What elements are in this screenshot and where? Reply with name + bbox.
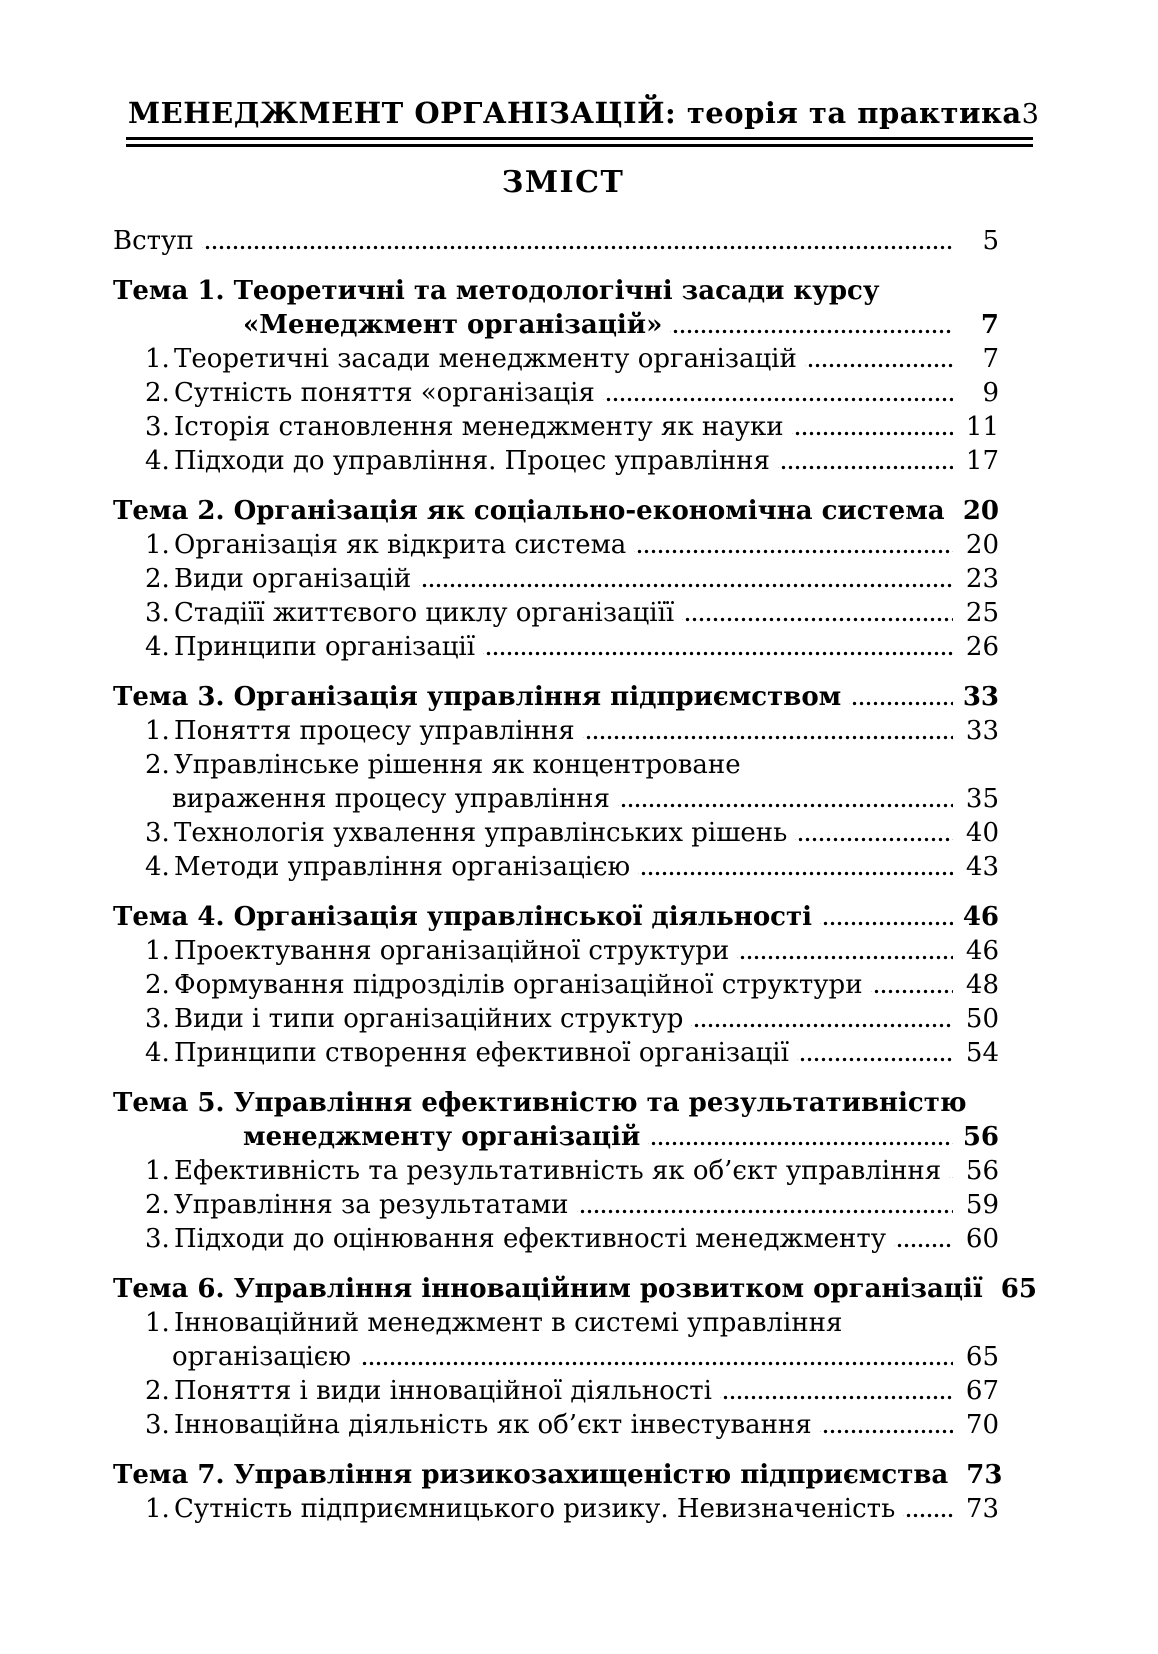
toc-row [113, 444, 999, 478]
entry-number: 2. [145, 750, 170, 780]
entry-page: 59 [965, 1190, 999, 1220]
entry-page: 33 [962, 682, 999, 712]
entry-title: організацією [172, 1342, 351, 1372]
entry-page: 25 [965, 598, 999, 628]
entry-page: 35 [965, 784, 999, 814]
entry-number: 2. [145, 378, 170, 408]
entry-title: Проектування організаційної структури [174, 936, 730, 966]
entry-number: 2. [145, 564, 170, 594]
toc-row [113, 782, 999, 816]
entry-title: Тема 3. Організація управління підприємством [113, 682, 842, 712]
toc-row [113, 1374, 999, 1408]
entry-title: Ефективність та результативність як об’єкт управління [174, 1156, 942, 1186]
entry-title: Інноваційна діяльність як об’єкт інвестування [174, 1410, 812, 1440]
entry-title: Методи управління організацією [174, 852, 631, 882]
entry-number: 2. [145, 1376, 170, 1406]
entry-page: 20 [965, 530, 999, 560]
toc-row [113, 1120, 999, 1154]
entry-page: 73 [966, 1460, 1003, 1490]
entry-title: Підходи до оцінювання ефективності менеджменту [174, 1224, 887, 1254]
entry-title: Управління за результатами [174, 1190, 569, 1220]
toc-row [113, 1306, 999, 1340]
table-of-contents [113, 224, 1037, 1526]
entry-number: 1. [145, 716, 170, 746]
entry-page: 46 [965, 936, 999, 966]
entry-number: 3. [145, 1224, 170, 1254]
book-title: МЕНЕДЖМЕНТ ОРГАНІЗАЦІЙ: теорія та практика [128, 96, 1022, 130]
toc-row [113, 1222, 999, 1256]
entry-title: Поняття і види інноваційної діяльності [174, 1376, 712, 1406]
toc-row [113, 1002, 999, 1036]
toc-row [113, 1154, 999, 1188]
dot-leader [720, 1374, 953, 1408]
toc-row [113, 376, 999, 410]
entry-number: 2. [145, 1190, 170, 1220]
entry-title: менеджменту організацій [243, 1122, 641, 1152]
toc-row [113, 1036, 999, 1070]
entry-number: 1. [145, 530, 170, 560]
entry-title: Принципи організації [174, 632, 476, 662]
dot-leader [820, 1408, 953, 1442]
dot-leader [583, 714, 953, 748]
entry-page: 40 [965, 818, 999, 848]
dot-leader [805, 342, 953, 376]
dot-leader [903, 1492, 953, 1526]
toc-row [113, 342, 999, 376]
entry-number: 4. [145, 632, 170, 662]
entry-number: 4. [145, 446, 170, 476]
entry-page: 60 [965, 1224, 999, 1254]
entry-title: Історія становлення менеджменту як науки [174, 412, 784, 442]
dot-leader [682, 596, 953, 630]
entry-number: 1. [145, 1494, 170, 1524]
toc-row [113, 1458, 1003, 1492]
toc-row [113, 1492, 999, 1526]
dot-leader [670, 308, 953, 342]
toc-row [113, 1340, 999, 1374]
entry-title: Тема 4. Організація управлінської діяльності [113, 902, 812, 932]
entry-page: 43 [965, 852, 999, 882]
toc-row [113, 934, 999, 968]
dot-leader [849, 680, 953, 714]
entry-number: 4. [145, 1038, 170, 1068]
entry-title: Тема 6. Управління інноваційним розвитком організації [113, 1274, 983, 1304]
entry-page: 23 [965, 564, 999, 594]
entry-number: 1. [145, 936, 170, 966]
dot-leader [871, 968, 953, 1002]
entry-title: Принципи створення ефективної організації [174, 1038, 789, 1068]
toc-row [113, 680, 999, 714]
entry-page: 11 [965, 412, 999, 442]
dot-leader [648, 1120, 953, 1154]
toc-row [113, 714, 999, 748]
entry-page: 65 [1000, 1274, 1037, 1304]
toc-row [113, 816, 999, 850]
entry-title: Управлінське рішення як концентроване [174, 750, 741, 780]
entry-title: «Менеджмент організацій» [243, 310, 663, 340]
toc-row [113, 850, 999, 884]
entry-title: Сутність підприємницького ризику. Невизначеність [174, 1494, 896, 1524]
dot-leader [737, 934, 953, 968]
dot-leader [894, 1222, 953, 1256]
entry-page: 46 [962, 902, 999, 932]
entry-title: Сутність поняття «організація [174, 378, 595, 408]
entry-title: вираження процесу управління [172, 784, 610, 814]
entry-page: 20 [962, 496, 999, 526]
toc-row [113, 596, 999, 630]
entry-title: Теоретичні засади менеджменту організацій [174, 344, 797, 374]
entry-title: Вступ [113, 226, 194, 256]
entry-title: Технологія ухвалення управлінських рішень [174, 818, 788, 848]
dot-leader [820, 900, 953, 934]
entry-page: 54 [965, 1038, 999, 1068]
entry-number: 1. [145, 1308, 170, 1338]
entry-page: 9 [982, 378, 999, 408]
toc-row [113, 410, 999, 444]
toc-row [113, 968, 999, 1002]
toc-row [113, 630, 999, 664]
entry-page: 7 [980, 310, 999, 340]
toc-row [113, 1086, 999, 1120]
entry-title: Тема 5. Управління ефективністю та результативністю [113, 1088, 967, 1118]
toc-row [113, 528, 999, 562]
dot-leader [795, 816, 953, 850]
entry-number: 2. [145, 970, 170, 1000]
dot-leader [691, 1002, 953, 1036]
entry-page: 67 [965, 1376, 999, 1406]
entry-title: Тема 1. Теоретичні та методологічні засади курсу [113, 276, 880, 306]
entry-page: 56 [962, 1122, 999, 1152]
entry-page: 56 [965, 1156, 999, 1186]
entry-title: Стадіїї життєвого циклу організаціїї [174, 598, 675, 628]
entry-number: 3. [145, 412, 170, 442]
entry-number: 3. [145, 818, 170, 848]
dot-leader [634, 528, 953, 562]
contents-title: ЗМІСТ [501, 165, 625, 200]
entry-number: 1. [145, 1156, 170, 1186]
toc-row [113, 224, 999, 258]
entry-title: Види і типи організаційних структур [174, 1004, 684, 1034]
dot-leader [778, 444, 953, 478]
entry-page: 5 [982, 226, 999, 256]
dot-leader [202, 224, 953, 258]
running-head [113, 96, 1039, 130]
toc-row [113, 562, 999, 596]
toc-row [113, 1188, 999, 1222]
dot-leader [577, 1188, 953, 1222]
entry-number: 3. [145, 1004, 170, 1034]
dot-leader [797, 1036, 953, 1070]
entry-page: 50 [965, 1004, 999, 1034]
page-number: 3 [1021, 99, 1039, 130]
dot-leader [419, 562, 953, 596]
entry-page: 33 [965, 716, 999, 746]
toc-row [113, 748, 999, 782]
entry-number: 3. [145, 1410, 170, 1440]
entry-title: Види організацій [174, 564, 412, 594]
dot-leader [638, 850, 953, 884]
entry-page: 70 [965, 1410, 999, 1440]
entry-title: Формування підрозділів організаційної структури [174, 970, 863, 1000]
dot-leader [618, 782, 953, 816]
entry-number: 1. [145, 344, 170, 374]
dot-leader [792, 410, 953, 444]
entry-page: 17 [965, 446, 999, 476]
entry-number: 3. [145, 598, 170, 628]
entry-title: Організація як відкрита система [174, 530, 627, 560]
dot-leader [949, 1154, 953, 1188]
entry-title: Тема 7. Управління ризикозахищеністю підприємства [113, 1460, 949, 1490]
toc-row [113, 308, 999, 342]
entry-title: Інноваційний менеджмент в системі управління [174, 1308, 843, 1338]
entry-page: 48 [965, 970, 999, 1000]
entry-page: 7 [982, 344, 999, 374]
entry-page: 73 [965, 1494, 999, 1524]
toc-row [113, 1408, 999, 1442]
dot-leader [359, 1340, 953, 1374]
entry-title: Підходи до управління. Процес управління [174, 446, 770, 476]
toc-row [113, 900, 999, 934]
entry-page: 26 [965, 632, 999, 662]
entry-page: 65 [965, 1342, 999, 1372]
double-rule [126, 137, 1033, 147]
dot-leader [603, 376, 953, 410]
entry-number: 4. [145, 852, 170, 882]
toc-row [113, 1272, 1037, 1306]
dot-leader [483, 630, 953, 664]
entry-title: Поняття процесу управління [174, 716, 575, 746]
toc-row [113, 274, 999, 308]
toc-row [113, 494, 999, 528]
entry-title: Тема 2. Організація як соціально-економічна система [113, 496, 945, 526]
